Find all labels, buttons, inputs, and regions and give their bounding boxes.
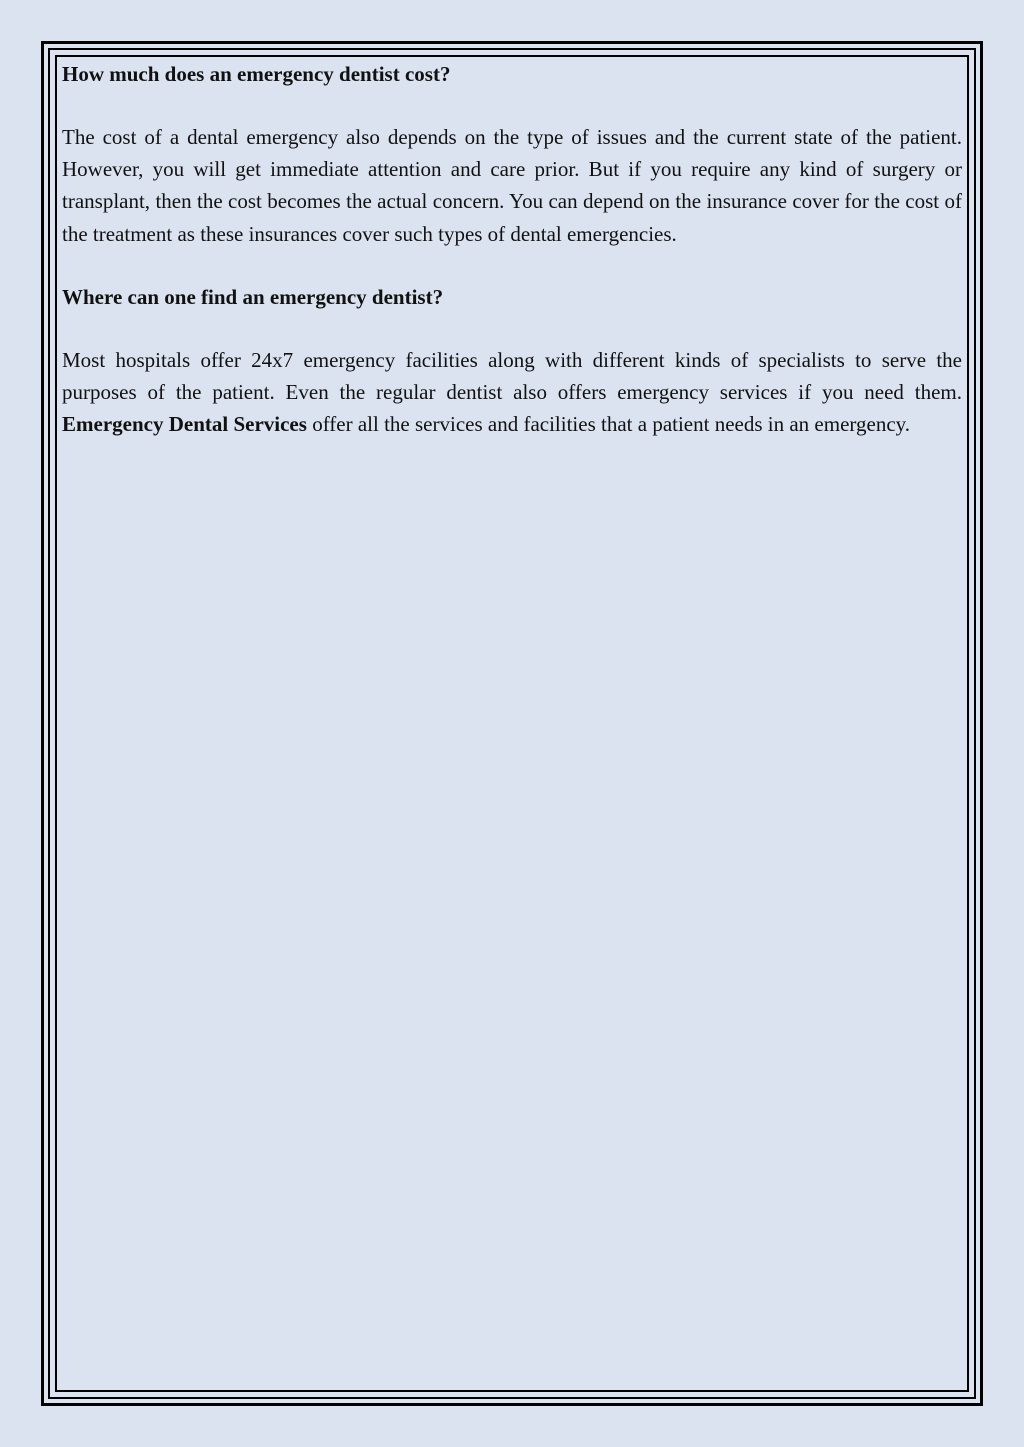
location-paragraph-text-end: offer all the services and facilities that a patient needs in an emergency. bbox=[306, 412, 911, 437]
cost-paragraph: The cost of a dental emergency also depends on the type of issues and the current state of the patient. However, you will get immediate attention and care prior. But if you require any kind of surgery or transplant, then the cost becomes the actual concern. You can depend on the insurance cover for the cost of the treatment as these insurances cover such types of dental emergencies. bbox=[62, 125, 962, 246]
location-heading: Where can one find an emergency dentist? bbox=[62, 284, 444, 309]
document-body bbox=[62, 58, 962, 440]
location-paragraph bbox=[62, 344, 962, 441]
cost-heading: How much does an emergency dentist cost? bbox=[62, 62, 451, 86]
location-paragraph-text: Most hospitals offer 24x7 emergency facilities along with different kinds of specialists to serve the purposes of the patient. Even the regular dentist also offers emergency services if you need them. bbox=[62, 347, 962, 405]
emergency-dental-services-link-text: Emergency Dental Services bbox=[62, 412, 307, 437]
